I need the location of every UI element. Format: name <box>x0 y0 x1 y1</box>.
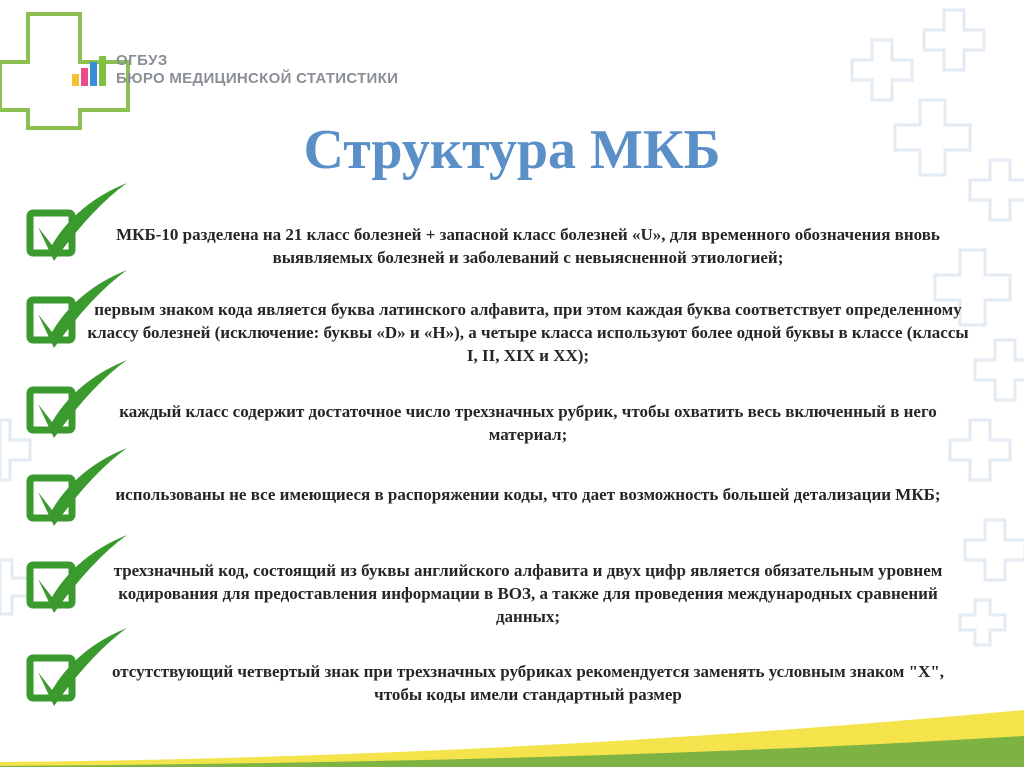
item-text: трехзначный код, состоящий из буквы английского алфавита и двух цифр является обязательным уровнем кодирования для предоставления информации в ВОЗ, а также для проведения международных сравнений данных; <box>113 561 943 626</box>
list-item <box>0 628 1024 708</box>
item-text: использованы не все имеющиеся в распоряжении коды, что дает возможность большей детализации МКБ; <box>115 485 941 504</box>
bottom-decorative-stripe <box>0 700 1024 767</box>
logo-org-abbrev: ОГБУЗ <box>116 52 168 69</box>
item-text: отсутствующий четвертый знак при трехзначных рубриках рекомендуется заменять условным знаком "X", чтобы коды имели стандартный размер <box>111 662 945 704</box>
item-text: первым знаком кода является буква латинского алфавита, при этом каждая буква соответствует определенному классу болезней (исключение: буквы «D» и «H»), а четыре класса используют более одной буквы в классе (классы I, II, XIX и XX); <box>87 300 969 365</box>
organization-logo <box>72 50 399 90</box>
list-item <box>0 183 1024 267</box>
list-item <box>0 360 1024 444</box>
item-text: МКБ-10 разделена на 21 класс болезней + запасной класс болезней «U», для временного обозначения вновь выявляемых болезней и заболеваний с невыясненной этиологией; <box>116 225 940 267</box>
bar-chart-icon <box>72 54 112 86</box>
logo-org-name: БЮРО МЕДИЦИНСКОЙ СТАТИСТИКИ <box>116 70 399 87</box>
list-item <box>0 270 1024 365</box>
item-text: каждый класс содержит достаточное число трехзначных рубрик, чтобы охватить весь включенный в него материал; <box>119 402 937 444</box>
list-item <box>0 448 1024 528</box>
list-item <box>0 535 1024 626</box>
page-title: Структура МКБ <box>303 119 721 181</box>
